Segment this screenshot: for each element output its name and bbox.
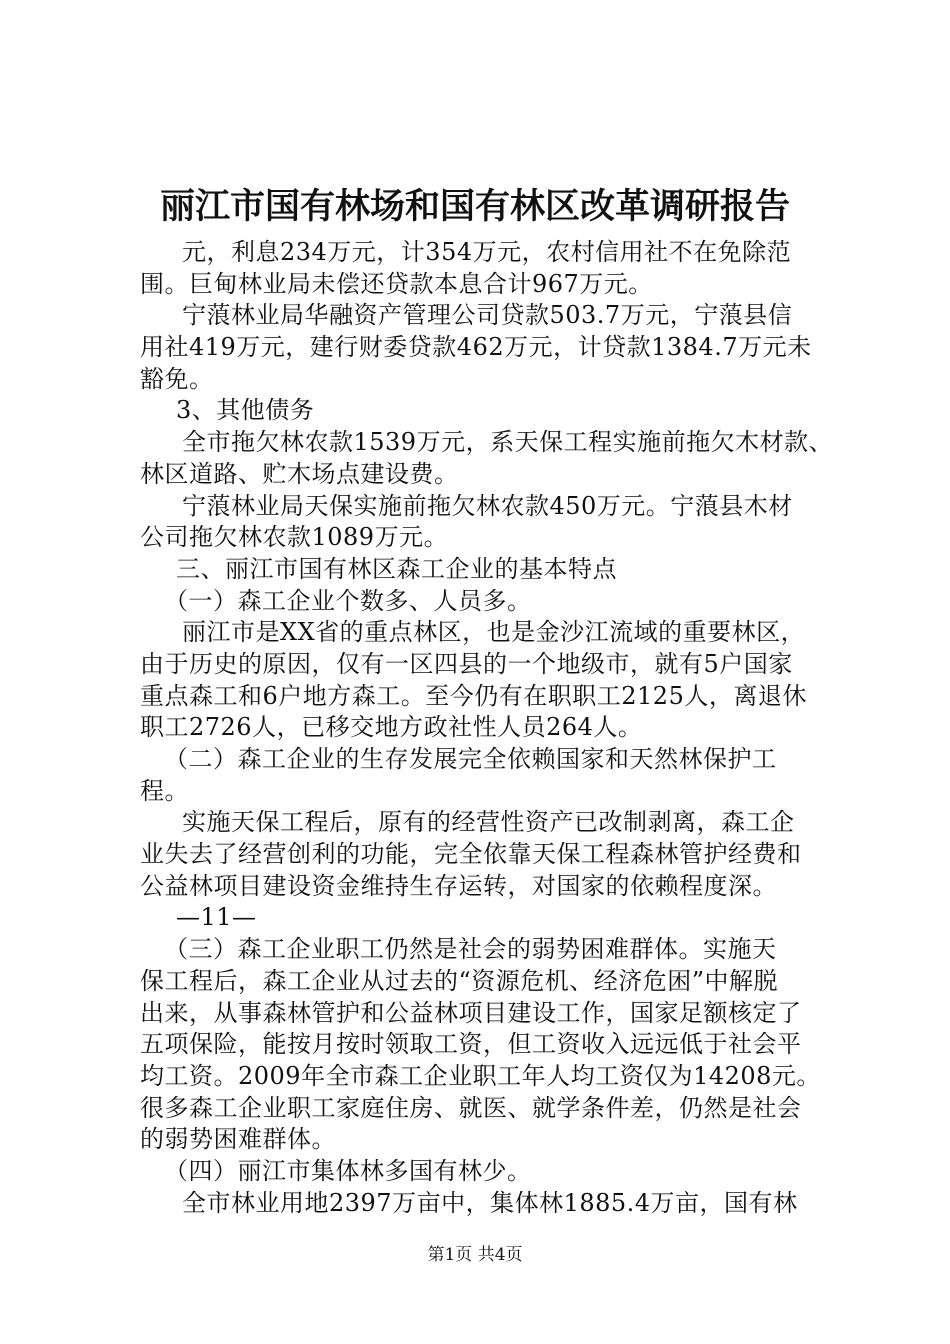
body-line: 重点森工和6户地方森工。至今仍有在职职工2125人，离退休	[140, 681, 807, 710]
body-line: 的弱势困难群体。	[140, 1125, 336, 1154]
body-line: 实施天保工程后，原有的经营性资产已改制剥离，森工企	[182, 808, 795, 837]
body-line: 程。	[140, 776, 189, 805]
body-line: 职工2726人，已移交地方政社性人员264人。	[140, 713, 643, 742]
body-line: 全市拖欠林农款1539万元，系天保工程实施前拖欠木材款、	[182, 428, 834, 457]
body-line: 五项保险，能按月按时领取工资，但工资收入远远低于社会平	[140, 1030, 802, 1059]
body-line: 很多森工企业职工家庭住房、就医、就学条件差，仍然是社会	[140, 1093, 802, 1122]
section-heading: 3、其他债务	[176, 396, 315, 425]
body-line: 业失去了经营创利的功能，完全依靠天保工程森林管护经费和	[140, 840, 802, 869]
page-footer: 第1页 共4页	[427, 1245, 523, 1265]
body-line: 元，利息234万元，计354万元，农村信用社不在免除范	[182, 238, 792, 266]
document-body	[140, 237, 834, 1219]
body-line: 围。巨甸林业局未偿还贷款本息合计967万元。	[140, 269, 653, 298]
body-line: 丽江市是XX省的重点林区，也是金沙江流域的重要林区，	[182, 618, 806, 647]
subsection-heading: （三）森工企业职工仍然是社会的弱势困难群体。实施天	[164, 935, 777, 964]
body-line: 由于历史的原因，仅有一区四县的一个地级市，就有5户国家	[140, 649, 793, 678]
document-title: 丽江市国有林场和国有林区改革调研报告	[159, 186, 790, 227]
body-line: 豁免。	[140, 364, 214, 393]
body-line: 公司拖欠林农款1089万元。	[140, 523, 449, 552]
subsection-heading: （二）森工企业的生存发展完全依赖国家和天然林保护工	[164, 745, 777, 773]
body-line: 宁蒗林业局天保实施前拖欠林农款450万元。宁蒗县木材	[182, 491, 793, 520]
body-line: 公益林项目建设资金维持生存运转，对国家的依赖程度深。	[140, 871, 777, 900]
body-line: 均工资。2009年全市森工企业职工年人均工资仅为14208元。	[140, 1061, 821, 1090]
body-line: 保工程后，森工企业从过去的“资源危机、经济危困”中解脱	[140, 966, 779, 995]
body-line: 全市林业用地2397万亩中，集体林1885.4万亩，国有林	[182, 1188, 798, 1217]
inline-page-number: —11—	[176, 903, 257, 932]
subsection-heading: （四）丽江市集体林多国有林少。	[164, 1156, 532, 1185]
subsection-heading: （一）森工企业个数多、人员多。	[164, 586, 532, 615]
body-line: 林区道路、贮木场点建设费。	[140, 459, 459, 488]
body-line: 用社419万元，建行财委贷款462万元，计贷款1384.7万元未	[140, 333, 812, 362]
body-line: 出来，从事森林管护和公益林项目建设工作，国家足额核定了	[140, 998, 802, 1027]
body-line: 宁蒗林业局华融资产管理公司贷款503.7万元，宁蒗县信	[182, 301, 793, 330]
section-heading: 三、丽江市国有林区森工企业的基本特点	[176, 554, 617, 583]
